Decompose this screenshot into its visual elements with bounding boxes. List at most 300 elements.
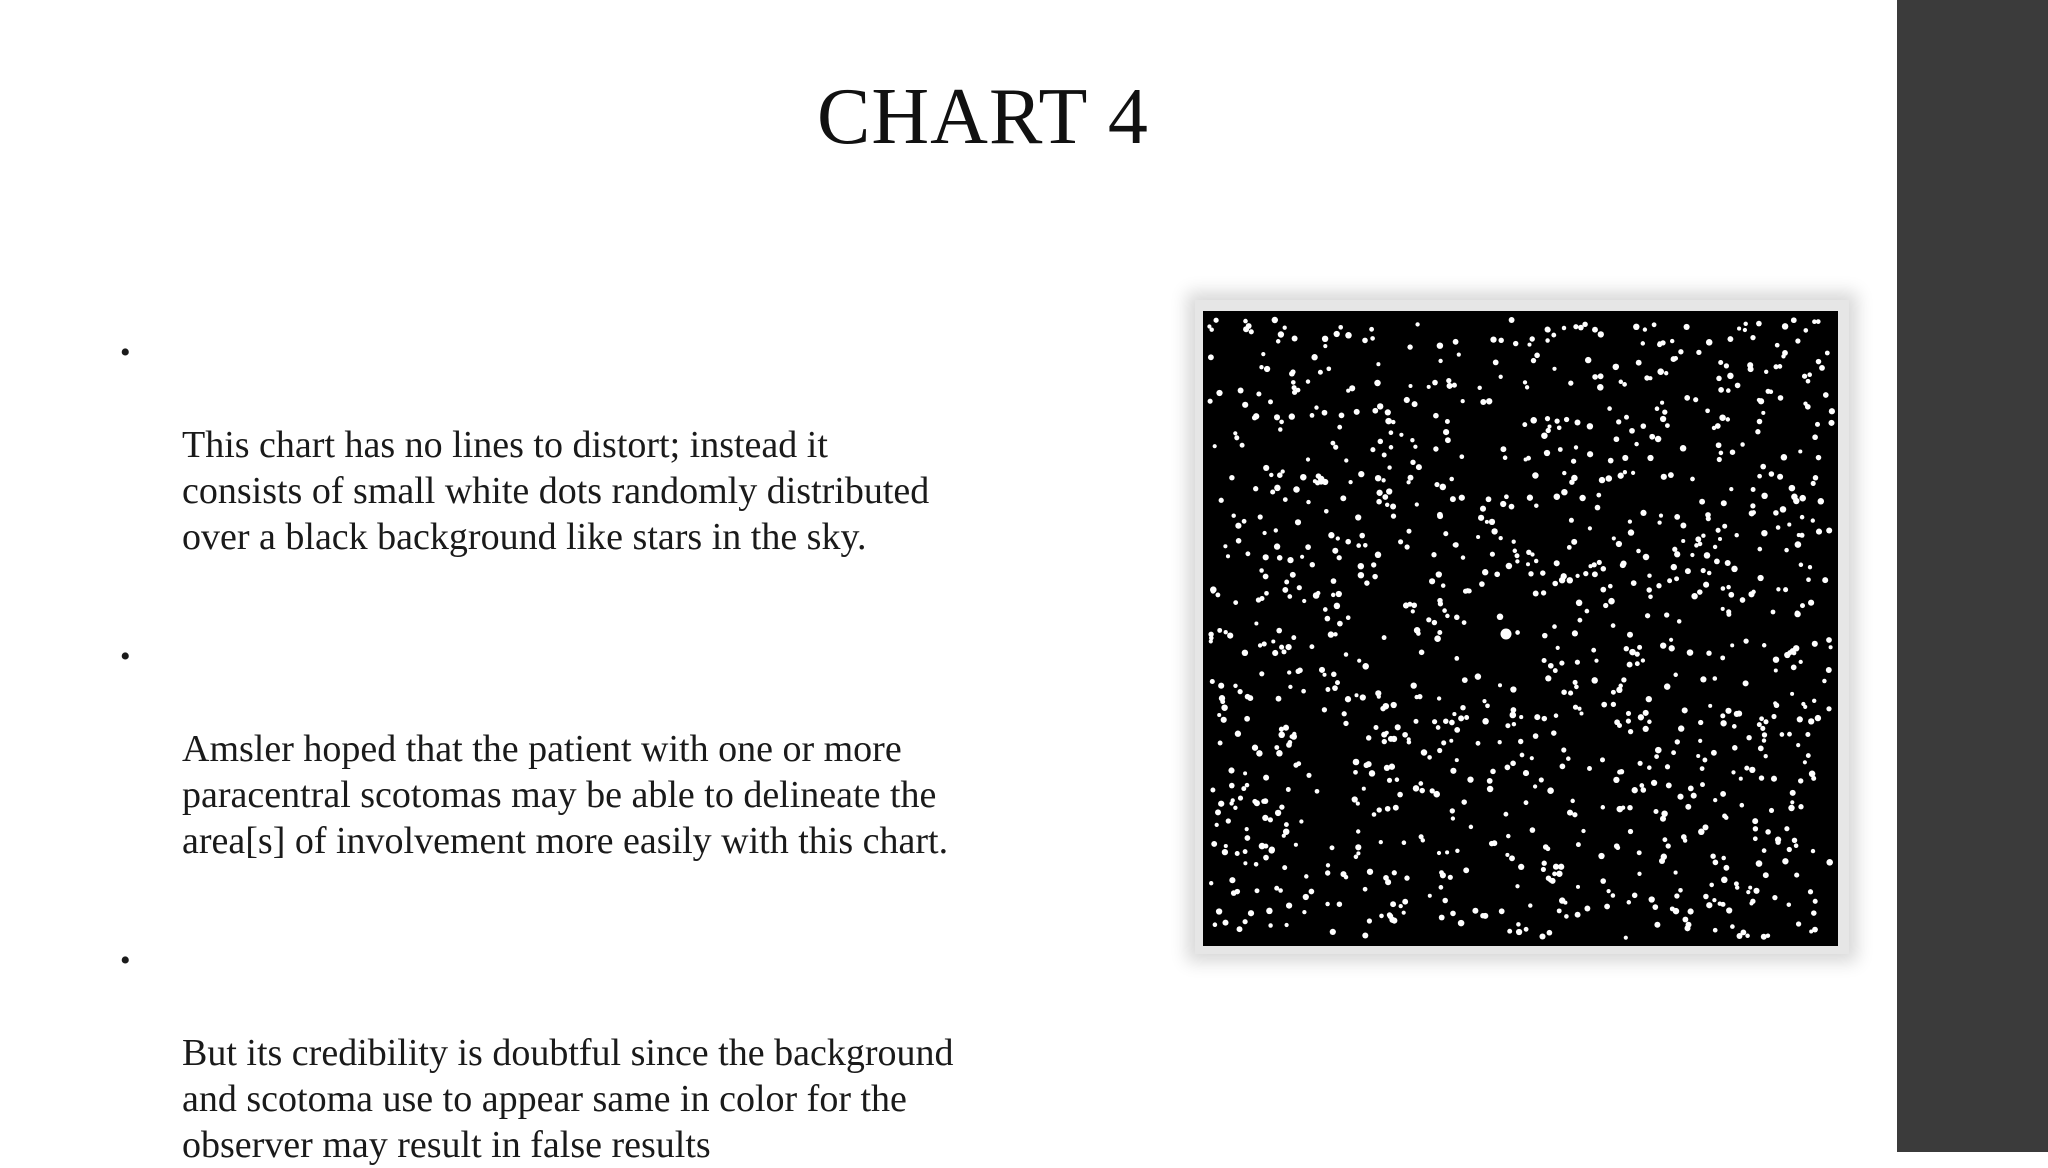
star-dot <box>1627 662 1633 668</box>
star-dot <box>1238 388 1244 394</box>
star-dot <box>1344 875 1349 880</box>
star-dot <box>1616 687 1622 693</box>
star-dot <box>1757 575 1763 581</box>
star-dot <box>1803 328 1808 333</box>
star-dot <box>1278 427 1282 431</box>
star-dot <box>1571 459 1576 464</box>
star-dot <box>1356 802 1360 806</box>
star-dot <box>1809 929 1813 933</box>
star-dot <box>1427 755 1432 760</box>
bullet-item-2 <box>120 634 1080 864</box>
star-dot <box>1594 659 1598 663</box>
star-dot <box>1769 471 1775 477</box>
bullet-marker: • <box>120 944 131 977</box>
star-dot <box>1722 524 1727 529</box>
star-dot <box>1780 732 1785 737</box>
star-dot <box>1670 339 1674 343</box>
star-dot <box>1389 430 1394 435</box>
star-dot <box>1344 652 1348 656</box>
star-dot <box>1544 450 1550 456</box>
star-dot <box>1276 750 1282 756</box>
star-dot <box>1746 890 1750 894</box>
star-dot <box>1607 406 1612 411</box>
star-dot <box>1771 610 1776 615</box>
star-dot <box>1213 318 1218 323</box>
star-dot <box>1272 317 1278 323</box>
star-dot <box>1436 571 1442 577</box>
star-dot <box>1390 504 1396 510</box>
star-dot <box>1415 502 1419 506</box>
star-dot <box>1263 855 1269 861</box>
star-dot <box>1313 592 1320 599</box>
star-dot <box>1253 413 1259 419</box>
star-dot <box>1816 455 1822 461</box>
star-dot <box>1683 838 1687 842</box>
star-dot <box>1746 735 1751 740</box>
star-dot <box>1274 485 1280 491</box>
star-dot <box>1416 464 1422 470</box>
star-dot <box>1398 539 1403 544</box>
star-dot <box>1737 327 1741 331</box>
star-dot <box>1445 614 1449 618</box>
star-dot <box>1533 784 1537 788</box>
star-dot <box>1781 454 1788 461</box>
star-dot <box>1777 474 1783 480</box>
star-dot <box>1449 720 1455 726</box>
star-dot <box>1441 583 1446 588</box>
star-dot <box>1558 447 1563 452</box>
star-dot <box>1808 718 1814 724</box>
star-dot <box>1608 458 1614 464</box>
star-dot <box>1254 800 1260 806</box>
star-dot <box>1752 818 1758 824</box>
star-dot <box>1659 858 1665 864</box>
star-dot <box>1629 649 1636 656</box>
star-dot <box>1472 908 1478 914</box>
star-dot <box>1429 578 1435 584</box>
star-dot <box>1632 893 1638 899</box>
star-dot <box>1787 650 1792 655</box>
star-dot <box>1534 353 1540 359</box>
star-dot <box>1570 799 1574 803</box>
star-dot <box>1547 930 1553 936</box>
star-dot <box>1611 893 1616 898</box>
star-dot <box>1275 810 1281 816</box>
star-dot <box>1522 422 1527 427</box>
star-dot <box>1291 380 1296 385</box>
star-dot <box>1414 627 1421 634</box>
star-dot <box>1541 590 1546 595</box>
star-dot <box>1599 477 1605 483</box>
star-dot <box>1243 919 1248 924</box>
star-dot <box>1467 776 1473 782</box>
star-dot <box>1575 912 1581 918</box>
star-dot <box>1622 382 1627 387</box>
star-dot <box>1725 560 1731 566</box>
star-dot <box>1244 716 1250 722</box>
star-dot <box>1278 331 1284 337</box>
star-dot <box>1635 661 1640 666</box>
star-dot <box>1661 810 1667 816</box>
star-dot <box>1454 615 1460 621</box>
star-dot <box>1274 543 1280 549</box>
star-dot <box>1287 594 1292 599</box>
star-dot <box>1784 826 1789 831</box>
star-dot <box>1366 761 1372 767</box>
star-dot <box>1799 563 1804 568</box>
star-dot <box>1763 872 1769 878</box>
star-dot <box>1528 903 1532 907</box>
star-dot <box>1438 601 1443 606</box>
star-dot <box>1735 383 1741 389</box>
star-dot <box>1433 446 1438 451</box>
star-dot <box>1732 745 1738 751</box>
star-dot <box>1548 878 1553 883</box>
star-dot <box>1258 643 1262 647</box>
star-dot <box>1621 677 1626 682</box>
star-dot <box>1802 374 1807 379</box>
star-dot <box>1546 428 1551 433</box>
star-dot <box>1210 679 1215 684</box>
star-dot <box>1437 513 1443 519</box>
star-dot <box>1417 694 1422 699</box>
star-dot <box>1442 898 1448 904</box>
star-dot <box>1597 384 1604 391</box>
star-dot <box>1556 871 1562 877</box>
star-dot <box>1757 547 1762 552</box>
star-dot <box>1600 878 1606 884</box>
star-dot <box>1229 877 1235 883</box>
star-dot <box>1389 917 1395 923</box>
star-dot <box>1461 555 1465 559</box>
star-dot <box>1445 419 1450 424</box>
star-dot <box>1608 598 1615 605</box>
star-dot <box>1434 635 1441 642</box>
star-dot <box>1700 676 1706 682</box>
star-dot <box>1286 787 1291 792</box>
star-dot <box>1576 600 1583 607</box>
star-dot <box>1306 379 1310 383</box>
star-dot <box>1455 849 1459 853</box>
star-dot <box>1238 796 1243 801</box>
star-dot <box>1358 563 1364 569</box>
star-dot <box>1500 501 1506 507</box>
star-dot <box>1333 445 1338 450</box>
star-dot <box>1348 480 1352 484</box>
star-dot <box>1437 696 1441 700</box>
star-dot <box>1282 865 1287 870</box>
star-dot <box>1638 714 1644 720</box>
star-dot <box>1452 712 1456 716</box>
star-dot <box>1591 648 1596 653</box>
star-dot <box>1344 458 1348 462</box>
star-dot <box>1574 685 1579 690</box>
star-dot <box>1440 484 1447 491</box>
star-dot <box>1264 591 1269 596</box>
star-dot <box>1292 336 1298 342</box>
star-dot <box>1331 672 1336 677</box>
star-dot <box>1334 331 1340 337</box>
star-dot <box>1743 680 1749 686</box>
star-dot <box>1775 840 1780 845</box>
star-dot <box>1579 711 1583 715</box>
star-dot <box>1324 509 1329 514</box>
star-dot <box>1731 566 1737 572</box>
star-dot <box>1545 416 1550 421</box>
star-dot <box>1718 387 1724 393</box>
star-dot <box>1645 613 1650 618</box>
star-dot <box>1385 418 1392 425</box>
star-dot <box>1764 370 1768 374</box>
star-dot <box>1617 806 1624 813</box>
star-dot <box>1442 608 1447 613</box>
star-dot <box>1815 422 1820 427</box>
star-dot <box>1707 571 1711 575</box>
star-dot <box>1721 607 1725 611</box>
star-dot <box>1753 836 1758 841</box>
star-dot <box>1391 736 1397 742</box>
star-dot <box>1727 373 1733 379</box>
star-dot <box>1613 364 1619 370</box>
star-dot <box>1458 920 1465 927</box>
star-dot <box>1306 457 1310 461</box>
star-dot <box>1762 732 1767 737</box>
star-dot <box>1787 523 1791 527</box>
star-dot <box>1722 814 1727 819</box>
star-dot <box>1462 620 1467 625</box>
star-dot <box>1709 883 1714 888</box>
star-dot <box>1643 327 1647 331</box>
star-dot <box>1539 933 1545 939</box>
bullet-item-3 <box>120 938 1080 1168</box>
star-dot <box>1233 684 1237 688</box>
star-dot <box>1684 395 1690 401</box>
star-dot <box>1389 445 1394 450</box>
star-dot <box>1803 401 1807 405</box>
star-dot <box>1713 860 1719 866</box>
star-dot <box>1826 667 1832 673</box>
star-dot <box>1556 646 1560 650</box>
star-dot <box>1411 682 1417 688</box>
star-dot <box>1787 732 1792 737</box>
star-dot <box>1685 568 1691 574</box>
star-dot <box>1445 850 1449 854</box>
star-dot <box>1482 718 1489 725</box>
star-dot <box>1330 845 1335 850</box>
star-dot <box>1719 451 1724 456</box>
star-dot <box>1479 581 1485 587</box>
star-dot <box>1372 408 1378 414</box>
star-dot <box>1812 434 1818 440</box>
star-dot <box>1793 498 1799 504</box>
star-dot <box>1325 870 1330 875</box>
star-dot <box>1482 699 1486 703</box>
star-dot <box>1269 847 1275 853</box>
star-dot <box>1606 475 1613 482</box>
star-dot <box>1395 777 1400 782</box>
star-dot <box>1811 849 1815 853</box>
star-dot <box>1783 587 1788 592</box>
star-dot <box>1661 474 1667 480</box>
star-dot <box>1720 720 1726 726</box>
star-dot <box>1773 656 1779 662</box>
star-dot <box>1533 733 1539 739</box>
star-dot <box>1541 867 1546 872</box>
star-dot <box>1705 512 1711 518</box>
star-dot <box>1671 564 1677 570</box>
star-dot <box>1515 884 1519 888</box>
star-dot <box>1300 555 1304 559</box>
star-dot <box>1603 603 1608 608</box>
star-dot <box>1749 767 1755 773</box>
star-dot <box>1213 444 1217 448</box>
star-dot <box>1726 907 1732 913</box>
star-dot <box>1304 874 1308 878</box>
star-dot <box>1222 849 1228 855</box>
star-dot <box>1636 360 1642 366</box>
star-dot <box>1808 565 1812 569</box>
star-dot <box>1443 718 1449 724</box>
star-dot <box>1761 934 1767 940</box>
star-dot <box>1776 525 1781 530</box>
star-dot <box>1259 671 1264 676</box>
star-dot <box>1632 787 1638 793</box>
star-dot <box>1701 568 1706 573</box>
star-dot <box>1332 685 1338 691</box>
star-dot <box>1355 514 1361 520</box>
star-dot <box>1493 360 1499 366</box>
star-dot <box>1548 663 1554 669</box>
star-dot <box>1648 595 1653 600</box>
star-dot <box>1532 472 1539 479</box>
star-dot <box>1641 423 1647 429</box>
star-dot <box>1560 764 1566 770</box>
star-dot <box>1697 589 1703 595</box>
star-dot <box>1403 602 1409 608</box>
star-dot <box>1753 826 1758 831</box>
star-dot <box>1811 776 1816 781</box>
star-dot <box>1554 713 1559 718</box>
star-dot <box>1218 741 1223 746</box>
star-dot <box>1276 696 1282 702</box>
star-dot <box>1712 426 1716 430</box>
star-dot <box>1789 485 1796 492</box>
star-dot <box>1720 713 1725 718</box>
star-dot <box>1362 663 1369 670</box>
amsler-dot-chart-image <box>1203 311 1838 946</box>
star-dot <box>1696 350 1701 355</box>
star-dot <box>1234 435 1239 440</box>
star-dot <box>1340 495 1346 501</box>
star-dot <box>1531 358 1536 363</box>
star-dot <box>1592 374 1598 380</box>
star-dot <box>1276 628 1282 634</box>
star-dot <box>1578 325 1584 331</box>
star-dot <box>1284 580 1289 585</box>
star-dot <box>1505 765 1511 771</box>
star-dot <box>1727 336 1733 342</box>
star-dot <box>1674 871 1678 875</box>
star-dot <box>1240 443 1245 448</box>
star-dot <box>1446 378 1451 383</box>
star-dot <box>1791 317 1797 323</box>
star-dot <box>1688 786 1694 792</box>
star-dot <box>1413 785 1419 791</box>
star-dot <box>1818 498 1824 504</box>
star-dot <box>1261 352 1265 356</box>
star-dot <box>1313 479 1317 483</box>
star-dot <box>1743 328 1747 332</box>
star-dot <box>1418 781 1423 786</box>
star-dot <box>1739 803 1744 808</box>
star-dot <box>1657 368 1664 375</box>
star-dot <box>1367 918 1372 923</box>
star-dot <box>1279 804 1284 809</box>
star-dot <box>1323 607 1328 612</box>
star-dot <box>1826 706 1831 711</box>
star-dot <box>1671 750 1676 755</box>
star-dot <box>1454 727 1460 733</box>
star-dot <box>1451 816 1455 820</box>
star-dot <box>1385 879 1391 885</box>
star-dot <box>1691 593 1697 599</box>
star-dot <box>1797 533 1801 537</box>
star-dot <box>1819 365 1825 371</box>
star-dot <box>1721 856 1726 861</box>
star-dot <box>1647 455 1653 461</box>
star-dot <box>1387 778 1392 783</box>
star-dot <box>1516 922 1521 927</box>
star-dot <box>1433 791 1440 798</box>
star-dot <box>1643 554 1650 561</box>
star-dot <box>1576 885 1580 889</box>
star-dot <box>1337 901 1342 906</box>
star-dot <box>1721 586 1726 591</box>
star-dot <box>1482 569 1488 575</box>
star-dot <box>1656 583 1661 588</box>
star-dot <box>1215 592 1220 597</box>
star-dot <box>1245 783 1250 788</box>
star-dot <box>1669 645 1675 651</box>
star-dot <box>1530 417 1537 424</box>
star-dot <box>1209 327 1213 331</box>
star-dot <box>1325 616 1331 622</box>
star-dot <box>1459 495 1465 501</box>
star-dot <box>1500 446 1506 452</box>
star-dot <box>1395 724 1401 730</box>
star-dot <box>1700 766 1705 771</box>
star-dot <box>1762 738 1766 742</box>
star-dot <box>1748 366 1754 372</box>
star-dot <box>1647 720 1652 725</box>
star-dot <box>1813 899 1818 904</box>
star-dot <box>1378 439 1384 445</box>
star-dot <box>1269 473 1273 477</box>
star-dot <box>1209 881 1213 885</box>
star-dot <box>1806 577 1811 582</box>
star-dot <box>1379 914 1384 919</box>
star-dot <box>1503 812 1508 817</box>
star-dot <box>1408 475 1414 481</box>
star-dot <box>1404 544 1409 549</box>
star-dot <box>1437 851 1441 855</box>
star-dot <box>1587 766 1592 771</box>
star-dot <box>1797 716 1803 722</box>
star-dot <box>1598 373 1604 379</box>
star-dot <box>1811 518 1815 522</box>
star-dot <box>1377 807 1382 812</box>
star-dot <box>1243 326 1249 332</box>
